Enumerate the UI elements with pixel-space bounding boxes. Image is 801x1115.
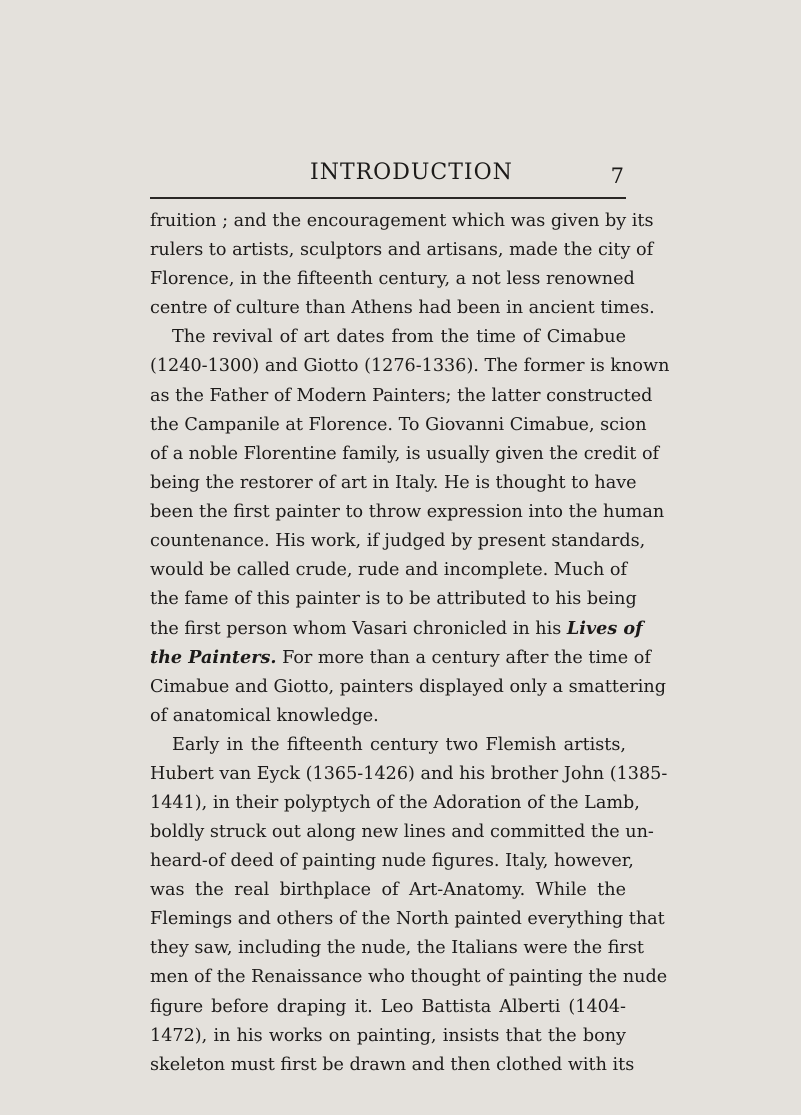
text-line: 1472), in his works on painting, insists that the bony: [150, 1025, 626, 1046]
text-line: would be called crude, rude and incomplete. Much of: [150, 560, 628, 581]
text-line: Early in the fifteenth century two Flemish artists,: [172, 734, 626, 755]
text-line: Hubert van Eyck (1365-1426) and his brother John (1385-: [150, 763, 668, 784]
book-title-fragment: the Painters.: [150, 647, 277, 669]
text-line: was the real birthplace of Art-Anatomy. While the: [150, 880, 626, 901]
text-line: of a noble Florentine family, is usually given the credit of: [150, 443, 660, 464]
text-line: boldly struck out along new lines and committed the un-: [150, 821, 654, 842]
text-line: [150, 614, 643, 643]
text-line: Florence, in the fifteenth century, a not less renowned: [150, 269, 635, 290]
text-line: men of the Renaissance who thought of painting the nude: [150, 967, 668, 988]
body-text: [150, 207, 670, 1080]
book-title-fragment: Lives of: [566, 618, 643, 640]
text-line: 1441), in their polyptych of the Adoration of the Lamb,: [150, 792, 640, 813]
text-line: of anatomical knowledge.: [150, 705, 379, 726]
text-line: The revival of art dates from the time of Cimabue: [172, 327, 626, 348]
text-line: (1240-1300) and Giotto (1276-1336). The former is known: [150, 356, 670, 377]
text-line: figure before draping it. Leo Battista Alberti (1404-: [150, 996, 626, 1017]
text-line: been the first painter to throw expression into the human: [150, 501, 665, 522]
text-line: heard-of deed of painting nude figures. Italy, however,: [150, 851, 634, 872]
header-rule: [150, 197, 626, 199]
running-head: [150, 158, 630, 194]
text-line: rulers to artists, sculptors and artisans, made the city of: [150, 240, 654, 261]
text-line: centre of culture than Athens had been in ancient times.: [150, 298, 655, 319]
page-number: 7: [610, 164, 624, 188]
text-line: the Campanile at Florence. To Giovanni Cimabue, scion: [150, 414, 647, 435]
text-line: being the restorer of art in Italy. He is thought to have: [150, 472, 637, 493]
text-fragment: the first person whom Vasari chronicled in his: [150, 619, 562, 640]
text-line: as the Father of Modern Painters; the latter constructed: [150, 385, 653, 406]
text-line: they saw, including the nude, the Italians were the first: [150, 938, 644, 959]
text-line: [150, 643, 651, 672]
text-line: skeleton must first be drawn and then clothed with its: [150, 1054, 635, 1075]
text-fragment: For more than a century after the time of: [282, 648, 651, 669]
text-line: fruition ; and the encouragement which was given by its: [150, 211, 654, 231]
text-line: countenance. His work, if judged by present standards,: [150, 531, 646, 552]
text-line: Cimabue and Giotto, painters displayed only a smattering: [150, 676, 667, 697]
text-line: the fame of this painter is to be attributed to his being: [150, 589, 637, 610]
text-line: Flemings and others of the North painted everything that: [150, 909, 665, 930]
running-title: INTRODUCTION: [310, 160, 513, 185]
